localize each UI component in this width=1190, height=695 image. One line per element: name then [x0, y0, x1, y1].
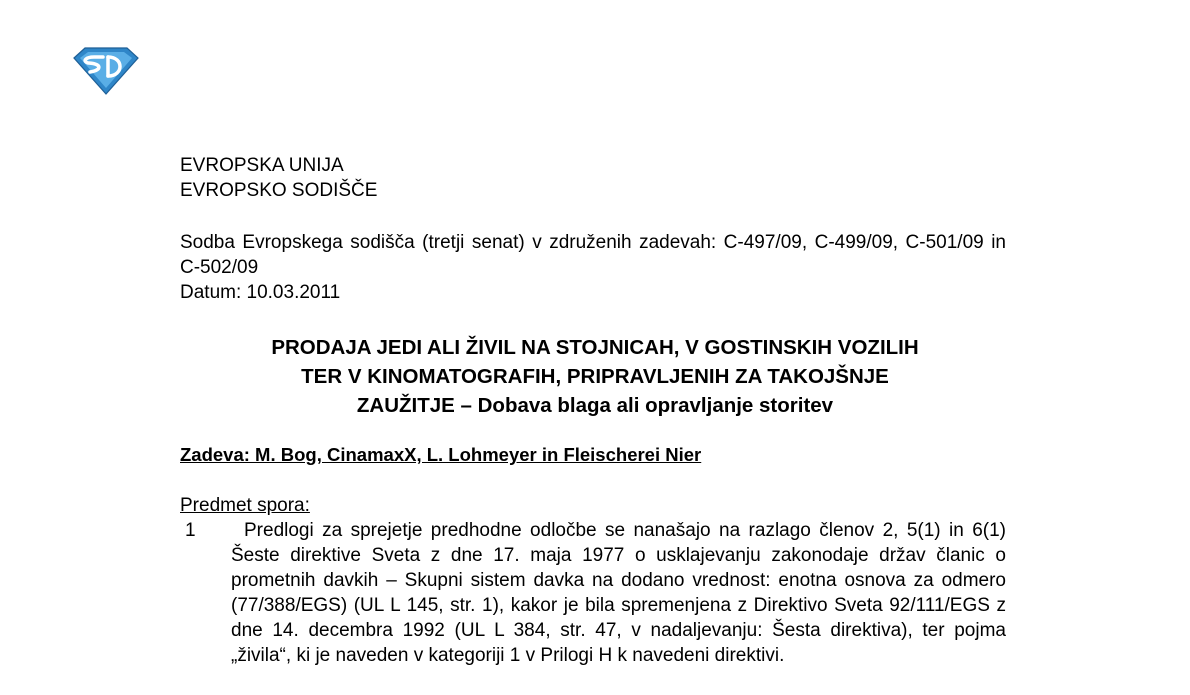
- case-intro: [180, 230, 1006, 305]
- judgment-date: Datum: 10.03.2011: [180, 282, 341, 303]
- sd-logo-icon: [72, 46, 140, 96]
- case-reference: Sodba Evropskega sodišča (tretji senat) v združenih zadevah: C-497/09, C-499/09, C-501/09 in C-502/09: [180, 232, 1006, 278]
- subject-text: Zadeva: M. Bog, CinamaxX, L. Lohmeyer in Fleischerei Nier: [180, 444, 702, 465]
- dispute-heading: [180, 493, 1006, 518]
- court-union-line: EVROPSKA UNIJA: [180, 155, 344, 176]
- title-line-3: ZAUŽITJE – Dobava blaga ali opravljanje storitev: [356, 394, 834, 417]
- dispute-heading-text: Predmet spora:: [180, 495, 310, 516]
- title-line-1: PRODAJA JEDI ALI ŽIVIL NA STOJNICAH, V GOSTINSKIH VOZILIH: [271, 336, 919, 359]
- document-title: [120, 333, 1070, 420]
- sd-logo: [72, 46, 140, 96]
- subject-line: [180, 442, 1006, 467]
- court-name-line: EVROPSKO SODIŠČE: [180, 180, 378, 201]
- paragraph-1: [180, 518, 1006, 668]
- paragraph-text: Predlogi za sprejetje predhodne odločbe se nanašajo na razlago členov 2, 5(1) in 6(1) Šeste direktive Sveta z dne 17. maja 1977 o usklajevanju zakonodaje držav članic o prometnih davkih – Skupni sistem davka na dodano vrednost: enotna osnova za odmero (77/388/EGS) (UL L 145, str. 1), kakor je bila spremenjena z Direktivo Sveta 92/111/EGS z dne 14. decembra 1992 (UL L 384, str. 47, v nadaljevanju: Šesta direktiva), ter pojma „živila“, ki je naveden v kategoriji 1 v Prilogi H k navedeni direktivi.: [231, 520, 1006, 666]
- title-line-2: TER V KINOMATOGRAFIH, PRIPRAVLJENIH ZA TAKOJŠNJE: [301, 365, 889, 388]
- paragraph-number: 1: [185, 520, 196, 541]
